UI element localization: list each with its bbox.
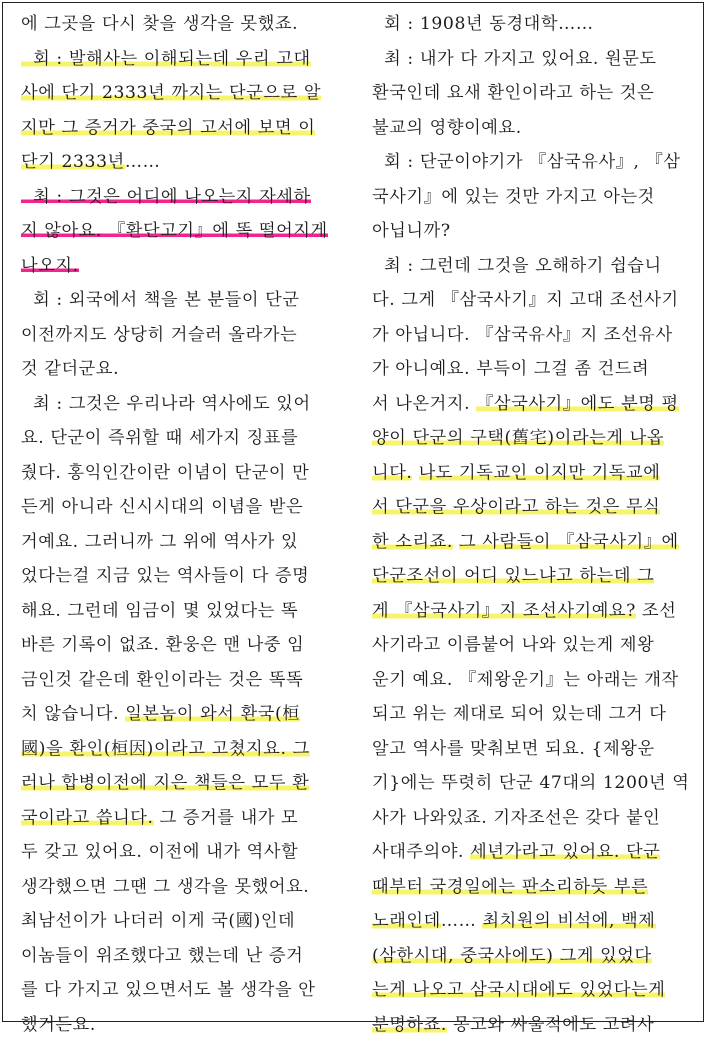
text-line: [21, 870, 351, 905]
text-line: [372, 766, 698, 801]
text-segment: [412, 463, 418, 483]
text-segment: 그 증거를 내가 모: [154, 808, 299, 828]
highlighted-text: 세년가라고 있어요. 단군: [470, 842, 660, 862]
text-segment: 든게 아니라 신시시대의 이념을 받은: [21, 497, 303, 517]
text-line: [372, 283, 698, 318]
text-line: [372, 42, 698, 77]
text-line: [372, 180, 698, 215]
text-line: [21, 559, 351, 594]
text-segment: 사기라고 이름붙어 나와 있는게 제왕: [372, 635, 654, 655]
text-segment: 금인것 같은데 환인이라는 것은 똑똑: [21, 670, 303, 690]
text-segment: 이놈들이 위조했다고 했는데 난 증거: [21, 946, 303, 966]
text-segment: 생각했으면 그땐 그 생각을 못했어요.: [21, 877, 309, 897]
text-line: [372, 421, 698, 456]
text-line: [21, 318, 351, 353]
highlighted-text: 단군조선이 어디 있느냐고 하는데 그: [372, 566, 654, 586]
text-segment: 사대주의야.: [372, 842, 470, 862]
highlighted-text: 게 『삼국사기』지 조선사기예요?: [372, 601, 636, 621]
text-line: [21, 732, 351, 767]
text-line: [21, 973, 351, 1008]
text-line: [372, 387, 698, 422]
text-line: [21, 421, 351, 456]
text-segment: 치 않습니다.: [21, 704, 125, 724]
text-line: [372, 559, 698, 594]
text-segment: 알고 역사를 맞춰보면 되요. {제왕운: [372, 739, 655, 759]
highlighted-text: 서 단군을 우상이라고 하는 것은 무식: [372, 497, 660, 517]
text-segment: 국사기』에 있는 것만 가지고 아는것: [372, 187, 655, 207]
text-line: [372, 318, 698, 353]
text-line: [372, 835, 698, 870]
highlighted-text: 지 않아요. 『환단고기』에 똑 떨어지게: [21, 221, 328, 241]
text-line: [372, 456, 698, 491]
text-line: [372, 352, 698, 387]
text-segment: 었다는걸 지금 있는 역사들이 다 증명: [21, 566, 309, 586]
highlighted-text: 때부터 국경일에는 판소리하듯 부른: [372, 877, 648, 897]
text-segment: 최 : 그것은 우리나라 역사에도 있어: [21, 394, 311, 414]
text-line: [372, 7, 698, 42]
text-segment: 사가 나와있죠. 기자조선은 갖다 붙인: [372, 808, 660, 828]
highlighted-text: 분명하죠.: [372, 1015, 447, 1035]
text-line: [21, 835, 351, 870]
text-segment: 거예요. 그러니까 그 위에 역사가 있: [21, 532, 298, 552]
text-line: [372, 76, 698, 111]
text-segment: 다. 그게 『삼국사기』지 고대 조선사기: [372, 290, 679, 310]
highlighted-text: 일본놈이 와서 환국(桓: [125, 704, 300, 724]
text-line: [372, 732, 698, 767]
text-line: [372, 939, 698, 974]
text-segment: 줬다. 홍익인간이란 이념이 단군이 만: [21, 463, 309, 483]
text-line: [372, 663, 698, 698]
text-line: [372, 214, 698, 249]
text-line: [372, 801, 698, 836]
text-line: [372, 697, 698, 732]
text-segment: 환국인데 요새 환인이라고 하는 것은: [372, 83, 654, 103]
text-line: [21, 801, 351, 836]
highlighted-text: 나오지.: [21, 256, 79, 276]
highlighted-text: (삼한시대, 중국사에도) 그게 있었다: [372, 946, 652, 966]
text-segment: 두 갖고 있어요. 이전에 내가 역사할: [21, 842, 298, 862]
text-line: [21, 145, 351, 180]
highlighted-text: 단기 2333년: [21, 152, 125, 172]
text-line: [21, 387, 351, 422]
text-segment: 이전까지도 상당히 거슬러 올라가는: [21, 325, 297, 345]
highlighted-text: 노래인데: [372, 911, 441, 931]
text-line: [21, 42, 351, 77]
text-line: [21, 663, 351, 698]
text-segment: 되고 위는 제대로 되어 있는데 그거 다: [372, 704, 666, 724]
text-line: [372, 111, 698, 146]
highlighted-text: 지만 그 증거가 중국의 고서에 보면 이: [21, 118, 315, 138]
highlighted-text: 나도 기독교인 이지만 기독교에: [419, 463, 661, 483]
text-line: [21, 352, 351, 387]
text-segment: 회 : 단군이야기가 『삼국유사』, 『삼: [372, 152, 681, 172]
text-segment: 기}에는 뚜렷히 단군 47대의 1200년 역: [372, 773, 690, 793]
highlighted-text: 니다.: [372, 463, 412, 483]
text-line: [372, 525, 698, 560]
text-line: [372, 249, 698, 284]
highlighted-text: 최 : 그것은 어디에 나오는지 자세하: [21, 187, 311, 207]
text-segment: 운기 예요. 『제왕운기』는 아래는 개작: [372, 670, 679, 690]
text-line: [372, 490, 698, 525]
text-line: [21, 766, 351, 801]
text-line: [372, 870, 698, 905]
text-segment: 최 : 내가 다 가지고 있어요. 원문도: [372, 49, 657, 69]
highlighted-text: 한 소리죠.: [372, 532, 453, 552]
text-line: [21, 697, 351, 732]
text-line: [21, 111, 351, 146]
text-line: [21, 594, 351, 629]
text-line: [21, 490, 351, 525]
text-line: [372, 1008, 698, 1042]
left-column: [21, 7, 351, 1042]
text-line: [21, 180, 351, 215]
text-segment: 했거든요.: [21, 1015, 96, 1035]
text-segment: ……: [441, 911, 483, 931]
text-segment: ……: [125, 152, 161, 172]
highlighted-text: 는게 나오고 삼국시대에도 있었다는게: [372, 980, 665, 1000]
text-line: [21, 456, 351, 491]
text-line: [21, 283, 351, 318]
text-line: [21, 525, 351, 560]
highlighted-text: 회 : 발해사는 이해되는데 우리 고대: [21, 49, 311, 69]
text-line: [21, 214, 351, 249]
highlighted-text: 양이 단군의 구택(舊宅)이라는게 나옵: [372, 428, 664, 448]
text-segment: 요. 단군이 즉위할 때 세가지 징표를: [21, 428, 298, 448]
highlighted-text: 그 사람들이 『삼국사기』에: [459, 532, 679, 552]
text-segment: 최 : 그런데 그것을 오해하기 쉽습니: [372, 256, 662, 276]
text-line: [21, 1008, 351, 1042]
text-segment: 최남선이가 나더러 이게 국(國)인데: [21, 911, 295, 931]
text-segment: 해요. 그런데 임금이 몇 있었다는 똑: [21, 601, 298, 621]
text-segment: 서 나온거지.: [372, 394, 476, 414]
text-line: [372, 628, 698, 663]
highlighted-text: 러나 합병이전에 지은 책들은 모두 환: [21, 773, 309, 793]
text-line: [21, 628, 351, 663]
scanned-page: [2, 2, 704, 1022]
text-line: [21, 939, 351, 974]
text-segment: 에 그곳을 다시 찾을 생각을 못했죠.: [21, 14, 298, 34]
highlighted-text: 사에 단기 2333년 까지는 단군으로 알: [21, 83, 321, 103]
text-line: [21, 7, 351, 42]
highlighted-text: 국이라고 씁니다.: [21, 808, 154, 828]
text-segment: 것 같더군요.: [21, 359, 119, 379]
text-segment: 아닙니까?: [372, 221, 451, 241]
text-line: [372, 145, 698, 180]
text-line: [372, 973, 698, 1008]
text-segment: 몽고와 싸울적에도 고려사: [447, 1015, 654, 1035]
highlighted-text: 최치원의 비석에, 백제: [482, 911, 655, 931]
text-line: [21, 76, 351, 111]
text-line: [21, 904, 351, 939]
text-segment: 회 : 외국에서 책을 본 분들이 단군: [21, 290, 300, 310]
text-line: [372, 904, 698, 939]
text-segment: 조선: [636, 601, 676, 621]
text-segment: 가 아니예요. 부득이 그걸 좀 건드려: [372, 359, 649, 379]
text-segment: 바른 기록이 없죠. 환웅은 맨 나중 임: [21, 635, 304, 655]
right-column: [372, 7, 698, 1042]
text-segment: 불교의 영향이예요.: [372, 118, 522, 138]
text-line: [372, 594, 698, 629]
text-line: [21, 249, 351, 284]
text-segment: 회 : 1908년 동경대학……: [372, 14, 594, 34]
highlighted-text: 『삼국사기』에도 분명 평: [476, 394, 679, 414]
text-segment: 를 다 가지고 있으면서도 볼 생각을 안: [21, 980, 315, 1000]
highlighted-text: 國)을 환인(桓因)이라고 고쳤지요. 그: [21, 739, 310, 759]
text-segment: 가 아닙니다. 『삼국유사』지 조선유사: [372, 325, 673, 345]
